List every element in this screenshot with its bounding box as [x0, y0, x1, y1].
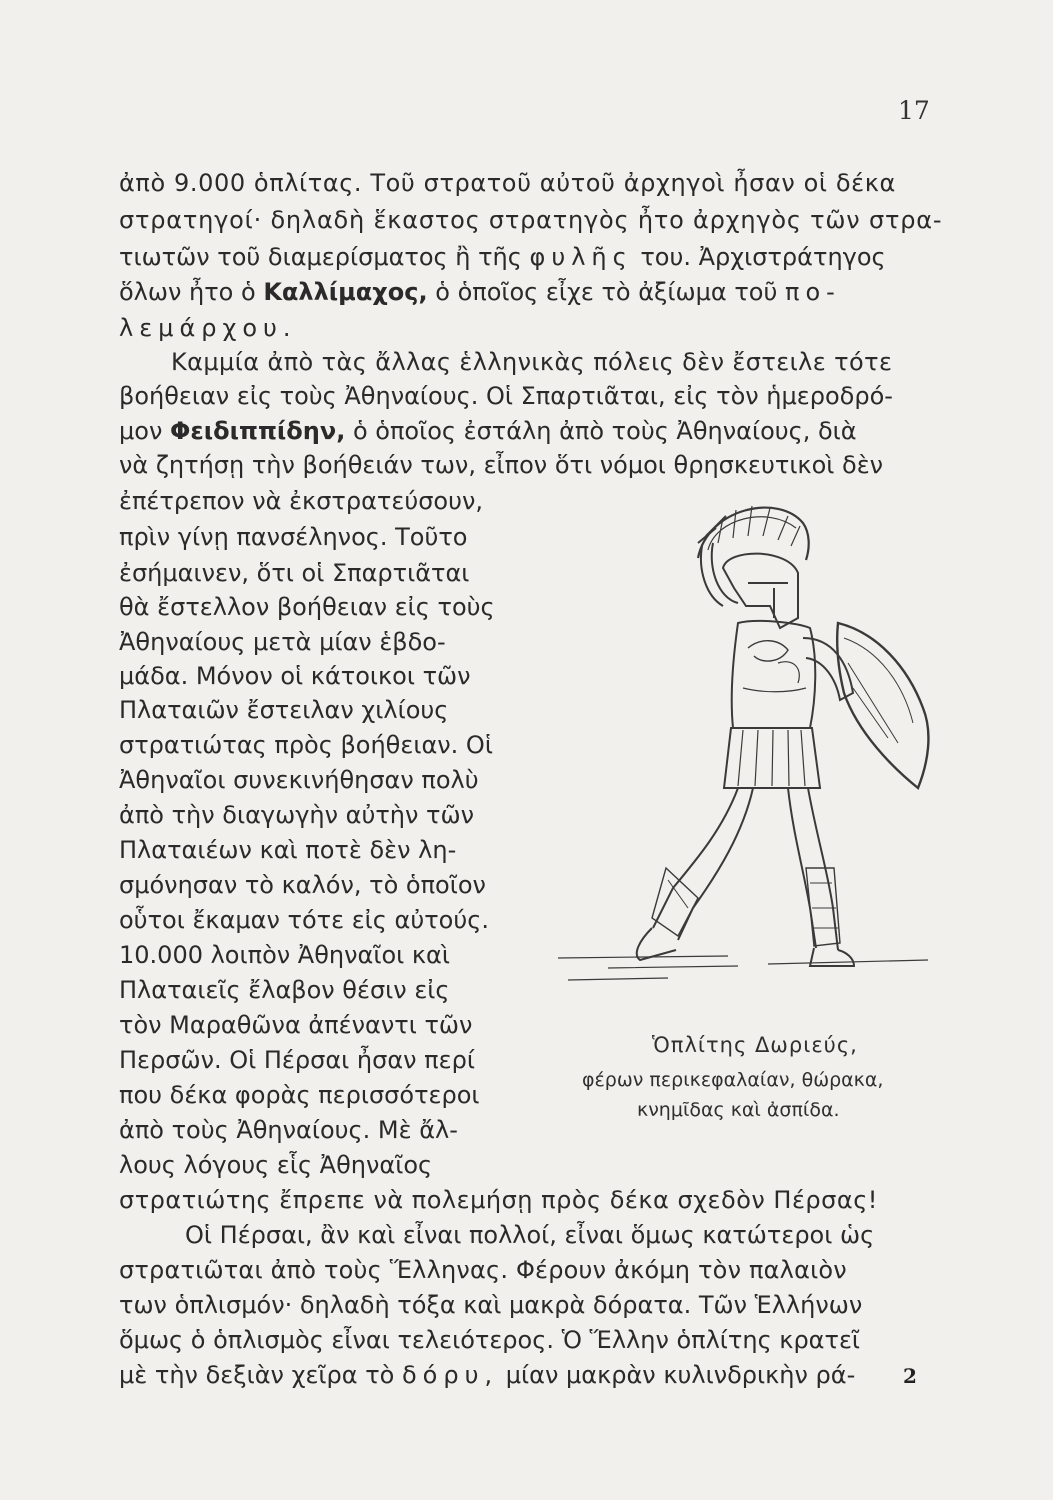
text-line: ἐσήμαινεν, ὅτι οἱ Σπαρτιᾶται [119, 559, 470, 587]
figure-caption-line: φέρων περικεφαλαίαν, θώρακα, [582, 1069, 884, 1091]
text-line: οὗτοι ἔκαμαν τότε εἰς αὐτούς. [119, 906, 489, 934]
bold-name: Καλλίμαχος, [263, 278, 428, 306]
page-number: 17 [898, 96, 930, 125]
text-segment: μίαν μακρὰν κυλινδρικὴν ρά- [505, 1361, 856, 1389]
text-line: μάδα. Μόνον οἱ κάτοικοι τῶν [119, 662, 471, 690]
spaced-word: φυλῆς [529, 243, 633, 271]
text-line: λεμάρχου. [119, 314, 297, 342]
text-line: ἐπέτρεπον νὰ ἐκστρατεύσουν, [119, 487, 484, 515]
text-line: ἀπὸ τοὺς Ἀθηναίους. Μὲ ἄλ- [119, 1116, 458, 1144]
text-segment: τιωτῶν τοῦ διαμερίσματος ἢ τῆς [119, 243, 522, 271]
text-line: ἀπὸ τὴν διαγωγὴν αὐτὴν τῶν [119, 801, 475, 829]
text-line [119, 277, 841, 307]
text-line: ὅμως ὁ ὁπλισμὸς εἶναι τελειότερος. Ὁ Ἕλλην ὁπλίτης κρατεῖ [119, 1326, 861, 1354]
text-segment: ὅλων ἦτο ὁ [119, 278, 256, 306]
text-line: στρατιῶται ἀπὸ τοὺς Ἕλληνας. Φέρουν ἀκόμη τὸν παλαιὸν [119, 1256, 847, 1284]
text-segment: μὲ τὴν δεξιὰν χεῖρα τὸ [119, 1361, 395, 1389]
figure-caption-line: κνημῖδας καὶ ἀσπίδα. [637, 1099, 840, 1121]
text-line: Καμμία ἀπὸ τὰς ἄλλας ἑλληνικὰς πόλεις δὲν ἔστειλε τότε [171, 348, 893, 376]
spaced-word: πο- [785, 278, 841, 306]
text-line: λους λόγους εἷς Ἀθηναῖος [119, 1151, 433, 1179]
text-segment: του. Ἀρχιστράτηγος [640, 243, 886, 271]
signature-number: 2 [903, 1364, 917, 1388]
text-line: βοήθειαν εἰς τοὺς Ἀθηναίους. Οἱ Σπαρτιᾶται, εἰς τὸν ἡμεροδρό- [119, 382, 893, 410]
figure-caption-title: Ὁπλίτης Δωριεύς, [652, 1033, 858, 1057]
text-line: ἀπὸ 9.000 ὁπλίτας. Τοῦ στρατοῦ αὐτοῦ ἀρχηγοὶ ἦσαν οἱ δέκα [119, 169, 896, 197]
hoplite-illustration [548, 488, 968, 1048]
text-line [119, 242, 886, 272]
text-line: Περσῶν. Οἱ Πέρσαι ἦσαν περί [119, 1046, 475, 1074]
text-line: στρατηγοί· δηλαδὴ ἕκαστος στρατηγὸς ἦτο ἀρχηγὸς τῶν στρα- [119, 206, 943, 234]
text-line: Ἀθηναίους μετὰ μίαν ἑβδο- [119, 628, 446, 656]
text-line: νὰ ζητήσῃ τὴν βοήθειάν των, εἶπον ὅτι νόμοι θρησκευτικοὶ δὲν [119, 451, 884, 479]
text-line: Πλαταιῶν ἔστειλαν χιλίους [119, 696, 449, 724]
text-line: πρὶν γίνῃ πανσέληνος. Τοῦτο [119, 523, 468, 551]
text-line: Πλαταιέων καὶ ποτὲ δὲν λη- [119, 836, 457, 864]
text-line: τὸν Μαραθῶνα ἀπέναντι τῶν [119, 1011, 473, 1039]
text-line: θὰ ἔστελλον βοήθειαν εἰς τοὺς [119, 593, 495, 621]
text-segment: ὁ ὁποῖος ἐστάλη ἀπὸ τοὺς Ἀθηναίους, διὰ [352, 417, 857, 445]
text-line: στρατιώτας πρὸς βοήθειαν. Οἱ [119, 731, 493, 759]
text-segment: ὁ ὁποῖος εἶχε τὸ ἀξίωμα τοῦ [435, 278, 778, 306]
text-line: 10.000 λοιπὸν Ἀθηναῖοι καὶ [119, 941, 450, 969]
spaced-word: δόρυ, [402, 1361, 499, 1389]
text-line: Οἱ Πέρσαι, ἂν καὶ εἶναι πολλοί, εἶναι ὅμως κατώτεροι ὡς [185, 1221, 875, 1249]
text-segment: μον [119, 417, 163, 445]
text-line: σμόνησαν τὸ καλόν, τὸ ὁποῖον [119, 871, 486, 899]
text-line: των ὁπλισμόν· δηλαδὴ τόξα καὶ μακρὰ δόρατα. Τῶν Ἑλλήνων [119, 1291, 863, 1319]
text-line: στρατιώτης ἔπρεπε νὰ πολεμήσῃ πρὸς δέκα σχεδὸν Πέρσας! [119, 1186, 878, 1214]
text-line: που δέκα φορὰς περισσότεροι [119, 1081, 480, 1109]
text-line: Ἀθηναῖοι συνεκινήθησαν πολὺ [119, 766, 479, 794]
text-line [119, 1360, 855, 1390]
text-line [119, 416, 857, 446]
text-line: Πλαταιεῖς ἔλαβον θέσιν εἰς [119, 976, 450, 1004]
bold-name: Φειδιππίδην, [170, 417, 346, 445]
hoplite-drawing [548, 488, 968, 1048]
